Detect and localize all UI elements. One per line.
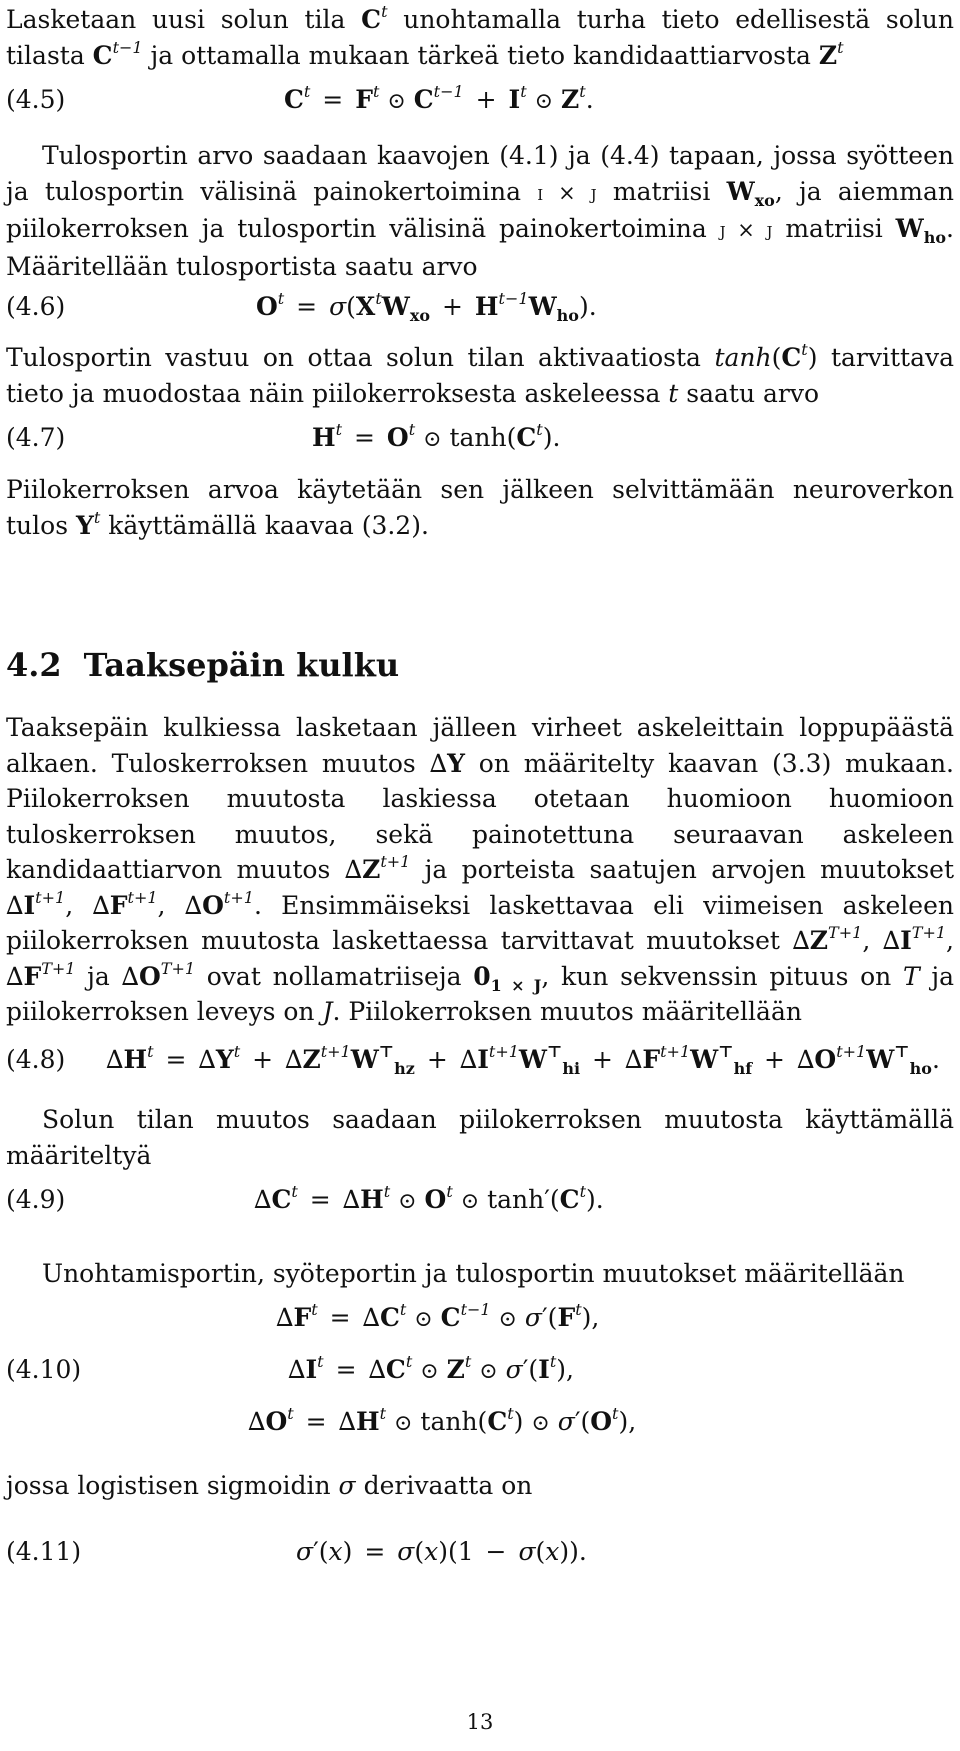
equation-label: (4.7) [6,423,66,452]
equation-body: $\Delta C^t = \Delta H^t$ ⊙ $O^t$ ⊙ $\tanh'(C^t)$. [254,1182,604,1214]
section-title: Taaksepäin kulku [83,646,400,684]
paragraph-output-gate: Tulosportin arvo saadaan kaavojen (4.1) ja (4.4) tapaan, jossa syötteen ja tulosportin välisinä painokertoimina i × j matriisi $W_{xo}$, ja aiemman piilokerroksen ja tulosportin välisinä painokertoimina j × j matriisi $W_{ho}$. Määritellään tulosportista saatu arvo [6,141,954,281]
paragraph-sigmoid-derivative: jossa logistisen sigmoidin σ derivaatta on [6,1471,533,1500]
equation-label: (4.5) [6,85,66,114]
equation-body: $H^t = O^t$ ⊙ $\tanh(C^t)$. [312,420,561,452]
equation-body: σ′(x) = σ(x)(1 − σ(x)). [296,1537,587,1566]
equation-4-8 [6,1040,954,1080]
equation-4-10-line-3 [6,1402,954,1442]
equation-body: $\Delta F^t = \Delta C^t$ ⊙ $C^{t-1}$ ⊙ $\sigma'(F^t)$, [276,1300,600,1332]
equation-label: (4.8) [6,1045,66,1074]
equation-label: (4.10) [6,1355,82,1384]
equation-label: (4.6) [6,292,66,321]
equation-label: (4.11) [6,1537,82,1566]
equation-body: $\Delta H^t = \Delta Y^t + \Delta Z^{t+1}W^⊤_{hz} + \Delta I^{t+1}W^⊤_{hi} + \Delta F^{t+1}W^⊤_{hf} + \Delta O^{t+1}W^⊤_{ho}$. [106,1042,940,1078]
equation-body: $\Delta I^t = \Delta C^t$ ⊙ $Z^t$ ⊙ $\sigma'(I^t)$, [288,1352,574,1384]
equation-label: (4.9) [6,1185,66,1214]
equation-4-10-line-1 [6,1298,954,1338]
paragraph-gate-changes: Unohtamisportin, syöteportin ja tulosportin muutokset määritellään [42,1259,905,1288]
page-number: 13 [466,1710,494,1734]
equation-4-5 [6,80,954,120]
equation-body: $C^t = F^t$ ⊙ $C^{t-1} + I^t$ ⊙ $Z^t$. [284,82,594,114]
section-number: 4.2 [6,646,62,684]
paragraph-network-output: Piilokerroksen arvoa käytetään sen jälkeen selvittämään neuroverkon tulos $Y^t$ käyttämällä kaavaa (3.2). [6,475,954,540]
paragraph-cell-state: Lasketaan uusi solun tila $C^t$ unohtamalla turha tieto edellisestä solun tilasta $C^{t-1}$ ja ottamalla mukaan tärkeä tieto kandidaattiarvosta $Z^t$ [6,2,954,70]
equation-4-10-line-2 [6,1350,954,1390]
equation-4-11 [6,1532,954,1572]
equation-4-9 [6,1180,954,1220]
equation-body: $O^t = \sigma(X^tW_{xo} + H^{t-1}W_{ho})$. [256,289,597,325]
paragraph-hidden-value: Tulosportin vastuu on ottaa solun tilan aktivaatiosta $\tanh(C^t)$ tarvittava tieto ja muodostaa näin piilokerroksesta askeleessa t saatu arvo [6,340,955,408]
paragraph-backward-pass: Taaksepäin kulkiessa lasketaan jälleen virheet askeleittain loppupäästä alkaen. Tuloskerroksen muutos ∆Y on määritelty kaavan (3.3) mukaan. Piilokerroksen muutosta laskiessa otetaan huomioon huomioon tuloskerroksen muutos, sekä painotettuna seuraavan askeleen kandidaattiarvon muutos $\Delta Z^{t+1}$ ja porteista saatujen arvojen muutokset $\Delta I^{t+1}$, $\Delta F^{t+1}$, $\Delta O^{t+1}$. Ensimmäiseksi laskettavaa eli viimeisen askeleen piilokerroksen muutosta laskettaessa tarvittavat muutokset $\Delta Z^{T+1}$, $\Delta I^{T+1}$, $\Delta F^{T+1}$ ja $\Delta O^{T+1}$ ovat nollamatriiseja $0_{1 \times J}$, kun sekvenssin pituus on T ja piilokerroksen leveys on J. Piilokerroksen muutos määritellään [6,713,954,1026]
equation-4-7 [6,418,954,458]
equation-body: $\Delta O^t = \Delta H^t$ ⊙ $\tanh(C^t)$ ⊙ $\sigma'(O^t)$, [248,1404,637,1436]
paragraph-cell-change: Solun tilan muutos saadaan piilokerroksen muutosta käyttämällä määriteltyä [6,1105,954,1170]
section-heading [6,645,399,685]
equation-4-6 [6,287,954,327]
